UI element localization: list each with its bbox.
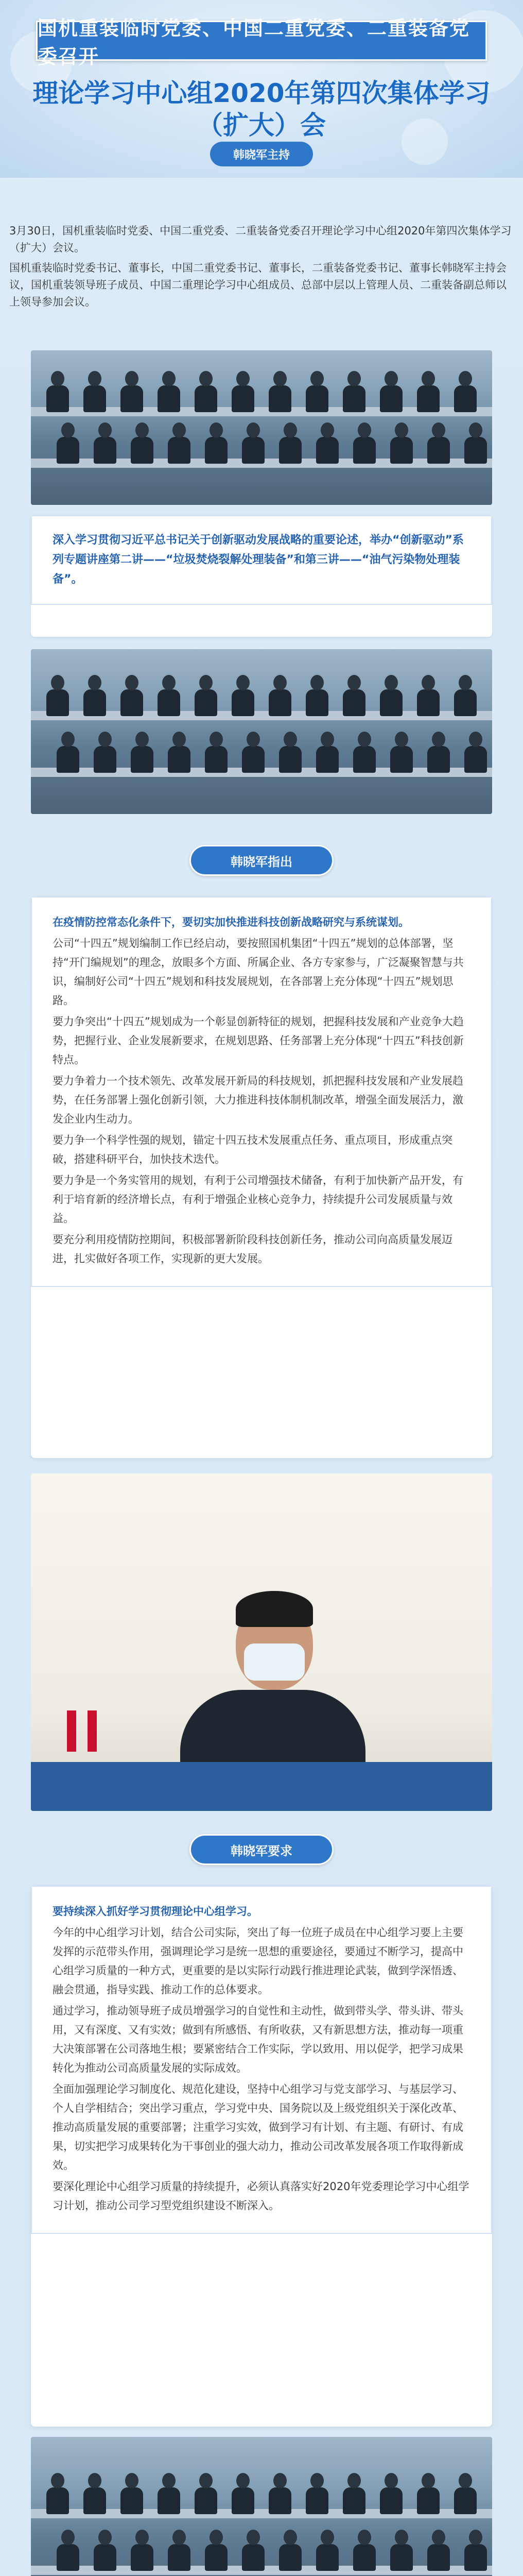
attendee-head [98, 2530, 112, 2545]
speaker-mask [244, 1643, 305, 1681]
attendee-body [454, 689, 477, 716]
attendee-head [162, 675, 176, 690]
attendee-head [432, 2530, 445, 2545]
attendee-body [205, 746, 228, 773]
attendee-body [417, 385, 440, 412]
meeting-photo [31, 649, 492, 814]
attendee-body [242, 437, 265, 464]
attendee-head [273, 675, 287, 690]
attendee-head [199, 675, 213, 690]
attendee-head [98, 422, 112, 438]
attendee-body [94, 746, 116, 773]
section-lead: 要持续深入抓好学习贯彻理论中心组学习。 [53, 1905, 258, 1918]
attendee-body [316, 746, 339, 773]
attendee-head [321, 2530, 334, 2545]
attendee-head [273, 2473, 287, 2488]
attendee-body [57, 746, 79, 773]
attendee-head [459, 2473, 472, 2488]
attendee-body [306, 385, 328, 412]
attendee-head [125, 2473, 138, 2488]
attendee-head [162, 371, 176, 386]
section-paragraph: 要力争突出“十四五”规划成为一个彰显创新特征的规划，把握科技发展和产业竞争大趋势，把握行业、企业发展新要求，在规划思路、任务部署上充分体现“十四五”科技创新特点。 [53, 1015, 464, 1066]
attendee-head [199, 2473, 213, 2488]
banner-text: 国机重装临时党委、中国二重党委、二重装备党委召开 [38, 17, 470, 68]
attendee-head [273, 371, 287, 386]
speaker-photo [31, 1473, 492, 1811]
attendee-head [135, 2530, 149, 2545]
attendee-body [83, 2487, 106, 2514]
attendee-head [310, 2473, 324, 2488]
attendee-body [131, 2544, 153, 2571]
quote-text: 深入学习贯彻习近平总书记关于创新驱动发展战略的重要论述，举办“创新驱动”系列专题讲座第二讲——“垃圾焚烧裂解处理装备”和第三讲——“油气污染物处理装备”。 [31, 515, 492, 605]
attendee-head [432, 422, 445, 438]
attendee-head [395, 422, 408, 438]
attendee-head [347, 675, 361, 690]
host-label: 韩晓军主持 [210, 142, 313, 166]
attendee-head [125, 675, 138, 690]
section-badge: 韩晓军指出 [189, 845, 334, 876]
attendee-head [135, 732, 149, 747]
attendee-head [469, 422, 482, 438]
attendee-body [205, 437, 228, 464]
attendee-head [247, 2530, 260, 2545]
attendee-head [51, 675, 64, 690]
flag-decor [67, 1710, 76, 1752]
attendee-body [279, 746, 302, 773]
attendee-body [168, 746, 190, 773]
section-paragraph: 全面加强理论学习制度化、规范化建设，坚持中心组学习与党支部学习、与基层学习、个人自学相结合；突出学习重点，学习党中央、国务院以及上级党组织关于深化改革、推动高质量发展的重要部署；注重学习实效，做到学习有计划、有主题、有研讨、有成果，切实把学习成果转化为干事创业的强大动力，推动公司改革发展各项工作取得新成效。 [53, 2083, 463, 2172]
attendee-body [195, 385, 217, 412]
attendee-head [422, 675, 435, 690]
attendee-head [61, 2530, 75, 2545]
attendee-body [232, 689, 254, 716]
intro-text [9, 223, 514, 314]
attendee-body [427, 437, 450, 464]
attendee-body [306, 2487, 328, 2514]
attendee-body [380, 385, 403, 412]
attendee-head [88, 675, 101, 690]
attendee-body [427, 746, 450, 773]
attendee-head [236, 675, 250, 690]
attendee-body [168, 437, 190, 464]
attendee-body [306, 689, 328, 716]
attendee-body [417, 2487, 440, 2514]
attendee-body [94, 437, 116, 464]
attendee-body [316, 437, 339, 464]
section-paragraph: 要力争着力一个技术领先、改革发展开新局的科技规划，抓把握科技发展和产业发展趋势，在任务部署上强化创新引领，大力推进科技体制机制改革，增强全面发展活力，激发企业内生动力。 [53, 1075, 463, 1125]
attendee-body [57, 2544, 79, 2571]
attendee-body [120, 689, 143, 716]
attendee-body [464, 2544, 487, 2571]
attendee-head [321, 732, 334, 747]
attendee-head [162, 2473, 176, 2488]
speaker-desk [31, 1762, 492, 1811]
attendee-head [284, 2530, 297, 2545]
attendee-body [343, 2487, 365, 2514]
attendee-head [172, 732, 186, 747]
attendee-body [464, 746, 487, 773]
attendee-head [459, 371, 472, 386]
attendee-head [358, 732, 371, 747]
attendee-body [168, 2544, 190, 2571]
section-paragraph: 今年的中心组学习计划，结合公司实际，突出了每一位班子成员在中心组学习要上主要发挥的示范带头作用，强调理论学习是统一思想的重要途径，要通过不断学习，提高中心组学习质量的一种方式，更重要的是以实际行动践行推进理论武装，做到学深悟透、融会贯通，指导实践、推动工作的总体要求。 [53, 1926, 463, 1996]
section-body [31, 1886, 492, 2234]
section-paragraph: 公司“十四五”规划编制工作已经启动，要按照国机集团“十四五”规划的总体部署，坚持“开门编规划”的理念，放眼多个方面、所属企业、各方专家参与，广泛凝聚智慧与共识，编制好公司“十四五”规划和科技发展规划，在各部署上充分体现“十四五”规划思路。 [53, 937, 464, 1007]
attendee-head [284, 422, 297, 438]
attendee-body [417, 689, 440, 716]
speaker-hair [236, 1591, 313, 1627]
attendee-body [279, 437, 302, 464]
attendee-body [269, 689, 291, 716]
attendee-body [205, 2544, 228, 2571]
section-paragraph: 要深化理论中心组学习质量的持续提升，必须认真落实好2020年党委理论学习中心组学习计划，推动公司学习型党组织建设不断深入。 [53, 2180, 469, 2212]
attendee-head [395, 2530, 408, 2545]
attendee-head [172, 422, 186, 438]
attendee-head [236, 371, 250, 386]
attendee-body [232, 385, 254, 412]
attendee-body [57, 437, 79, 464]
attendee-body [94, 2544, 116, 2571]
attendee-head [358, 2530, 371, 2545]
attendee-body [242, 2544, 265, 2571]
attendee-head [210, 732, 223, 747]
attendee-body [46, 2487, 69, 2514]
attendee-head [422, 371, 435, 386]
attendee-head [172, 2530, 186, 2545]
meeting-photo [31, 2437, 492, 2576]
attendee-head [210, 2530, 223, 2545]
attendee-body [380, 689, 403, 716]
attendee-body [427, 2544, 450, 2571]
flag-decor [88, 1710, 97, 1752]
attendee-body [279, 2544, 302, 2571]
attendee-head [459, 675, 472, 690]
attendee-head [98, 732, 112, 747]
attendee-head [135, 422, 149, 438]
section-paragraph: 要力争一个科学性强的规划，锚定十四五技术发展重点任务、重点项目，形成重点突破，搭建科研平台，加快技术迭代。 [53, 1134, 452, 1165]
attendee-head [284, 732, 297, 747]
attendee-body [454, 385, 477, 412]
header [0, 0, 523, 178]
attendee-head [61, 422, 75, 438]
attendee-head [432, 732, 445, 747]
attendee-body [343, 385, 365, 412]
attendee-head [385, 675, 398, 690]
section-body [31, 896, 492, 1287]
quote-card [31, 515, 492, 637]
attendee-body [343, 689, 365, 716]
attendee-body [269, 385, 291, 412]
section-badge: 韩晓军要求 [189, 1834, 334, 1865]
section-card [31, 1886, 492, 2427]
attendee-head [51, 371, 64, 386]
attendee-head [395, 732, 408, 747]
attendee-body [158, 385, 180, 412]
attendee-head [88, 2473, 101, 2488]
attendee-body [242, 746, 265, 773]
attendee-head [247, 732, 260, 747]
section-paragraph: 通过学习，推动领导班子成员增强学习的自觉性和主动性，做到带头学、带头讲、带头用，又有深度、又有实效；做到有所感悟、有所收获，又有新思想方法，推动每一项重大决策部署在公司落地生根；要紧密结合工作实际，学以致用、用以促学，把学习成果转化为推动公司高质量发展的实际成效。 [53, 2005, 463, 2074]
attendee-body [232, 2487, 254, 2514]
section-card [31, 896, 492, 1458]
attendee-head [347, 371, 361, 386]
attendee-body [195, 2487, 217, 2514]
attendee-body [269, 2487, 291, 2514]
attendee-body [353, 2544, 376, 2571]
attendee-body [390, 746, 413, 773]
attendee-head [247, 422, 260, 438]
attendee-body [390, 437, 413, 464]
attendee-head [385, 371, 398, 386]
attendee-head [199, 371, 213, 386]
attendee-body [46, 385, 69, 412]
title-banner [36, 17, 487, 68]
attendee-head [469, 2530, 482, 2545]
attendee-body [131, 746, 153, 773]
attendee-body [120, 2487, 143, 2514]
intro-paragraph: 国机重装临时党委书记、董事长，中国二重党委书记、董事长，二重装备党委书记、董事长韩晓军主持会议，国机重装领导班子成员、中国二重理论学习中心组成员、总部中层以上管理人员、二重装备副总师以上领导参加会议。 [9, 262, 507, 308]
attendee-body [131, 437, 153, 464]
attendee-body [195, 689, 217, 716]
intro-paragraph: 3月30日，国机重装临时党委、中国二重党委、二重装备党委召开理论学习中心组2020年第四次集体学习（扩大）会议。 [9, 225, 512, 254]
attendee-head [236, 2473, 250, 2488]
attendee-body [454, 2487, 477, 2514]
attendee-body [46, 689, 69, 716]
attendee-body [120, 385, 143, 412]
attendee-head [358, 422, 371, 438]
attendee-body [353, 437, 376, 464]
attendee-body [83, 385, 106, 412]
attendee-head [51, 2473, 64, 2488]
page-title: 理论学习中心组2020年第四次集体学习（扩大）会 [32, 78, 491, 140]
attendee-head [125, 371, 138, 386]
attendee-head [61, 732, 75, 747]
attendee-head [210, 422, 223, 438]
attendee-head [422, 2473, 435, 2488]
section-paragraph: 要充分利用疫情防控期间，积极部署新阶段科技创新任务，推动公司向高质量发展迈进，扎实做好各项工作，实现新的更大发展。 [53, 1233, 452, 1265]
attendee-head [347, 2473, 361, 2488]
attendee-head [88, 371, 101, 386]
attendee-head [310, 675, 324, 690]
section-lead: 在疫情防控常态化条件下，要切实加快推进科技创新战略研究与系统谋划。 [53, 916, 409, 928]
attendee-head [469, 732, 482, 747]
attendee-head [321, 422, 334, 438]
attendee-head [310, 371, 324, 386]
attendee-body [353, 746, 376, 773]
section-paragraph: 要力争是一个务实管用的规划，有利于公司增强技术储备，有利于加快新产品开发，有利于培育新的经济增长点，有利于增强企业核心竞争力，持续提升公司发展质量与效益。 [53, 1174, 463, 1225]
attendee-head [385, 2473, 398, 2488]
attendee-body [316, 2544, 339, 2571]
meeting-photo [31, 350, 492, 505]
attendee-body [380, 2487, 403, 2514]
attendee-body [464, 437, 487, 464]
attendee-body [158, 689, 180, 716]
attendee-body [390, 2544, 413, 2571]
attendee-body [158, 2487, 180, 2514]
attendee-body [83, 689, 106, 716]
